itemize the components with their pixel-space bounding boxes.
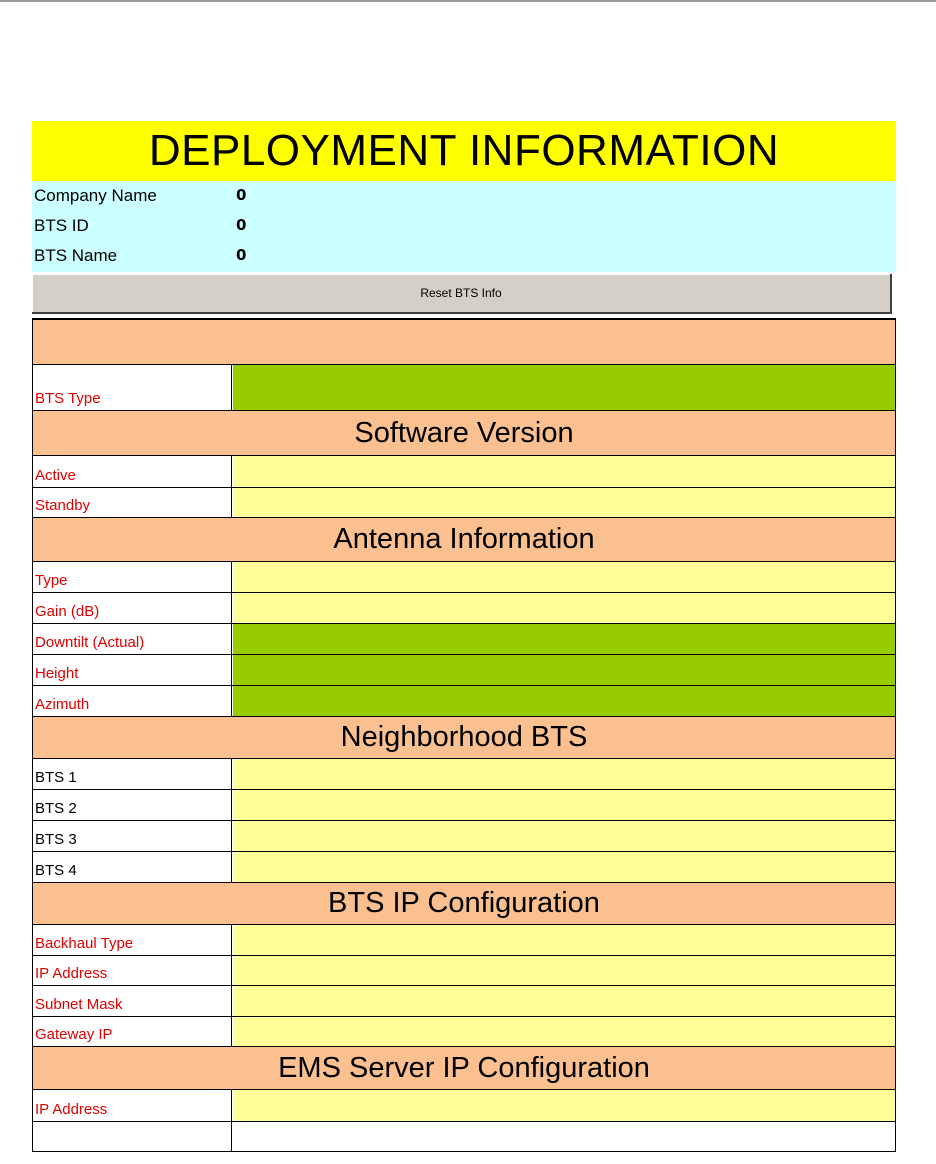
height-row xyxy=(33,655,895,686)
azimuth-input[interactable] xyxy=(233,686,895,716)
neighbor-bts-2-input[interactable] xyxy=(233,790,895,820)
subnet-mask-label: Subnet Mask xyxy=(33,986,232,1016)
software-version-heading: Software Version xyxy=(33,411,895,456)
downtilt-row xyxy=(33,624,895,655)
neighbor-bts-2-label: BTS 2 xyxy=(33,790,232,820)
ems-ip-address-input[interactable] xyxy=(233,1090,895,1121)
neighbor-bts-1-label: BTS 1 xyxy=(33,759,232,789)
gain-row xyxy=(33,593,895,624)
ems-server-ip-configuration-heading: EMS Server IP Configuration xyxy=(33,1047,895,1090)
gateway-ip-label: Gateway IP xyxy=(33,1017,232,1046)
page-title: DEPLOYMENT INFORMATION xyxy=(32,121,896,181)
bts-ip-configuration-heading: BTS IP Configuration xyxy=(33,883,895,925)
neighbor-bts-4-label: BTS 4 xyxy=(33,852,232,882)
bts-id-row xyxy=(32,211,896,241)
neighborhood-bts-heading: Neighborhood BTS xyxy=(33,717,895,759)
neighbor-bts-4-input[interactable] xyxy=(233,852,895,882)
backhaul-type-input[interactable] xyxy=(233,925,895,955)
bts-name-label: BTS Name xyxy=(34,246,118,265)
company-name-value[interactable]: 0 xyxy=(236,186,247,204)
active-label: Active xyxy=(33,456,232,487)
gain-input[interactable] xyxy=(233,593,895,623)
height-label: Height xyxy=(33,655,232,685)
reset-bts-info-button[interactable]: Reset BTS Info xyxy=(32,274,892,314)
downtilt-input[interactable] xyxy=(233,624,895,654)
backhaul-type-row xyxy=(33,925,895,956)
bts-id-value[interactable]: 0 xyxy=(236,216,247,234)
standby-label: Standby xyxy=(33,488,232,517)
azimuth-label: Azimuth xyxy=(33,686,232,716)
neighbor-bts-2-row xyxy=(33,790,895,821)
gateway-ip-row xyxy=(33,1017,895,1047)
neighbor-bts-3-row xyxy=(33,821,895,852)
standby-input[interactable] xyxy=(233,488,895,517)
company-name-row xyxy=(32,181,896,211)
antenna-information-heading: Antenna Information xyxy=(33,518,895,562)
ems-ip-address-label: IP Address xyxy=(33,1090,232,1121)
gateway-ip-input[interactable] xyxy=(233,1017,895,1046)
standby-row xyxy=(33,488,895,518)
empty-last-input[interactable] xyxy=(233,1122,895,1151)
deployment-form-table xyxy=(32,318,896,1152)
bts-type-input[interactable] xyxy=(233,365,895,410)
active-input[interactable] xyxy=(233,456,895,487)
neighbor-bts-1-row xyxy=(33,759,895,790)
neighbor-bts-1-input[interactable] xyxy=(233,759,895,789)
bts-name-value[interactable]: 0 xyxy=(236,246,247,264)
bts-type-label: BTS Type xyxy=(33,365,232,410)
bts-id-label: BTS ID xyxy=(34,216,89,235)
empty-last-row xyxy=(33,1122,895,1151)
subnet-mask-row xyxy=(33,986,895,1017)
ems-ip-address-row xyxy=(33,1090,895,1122)
subnet-mask-input[interactable] xyxy=(233,986,895,1016)
downtilt-label: Downtilt (Actual) xyxy=(33,624,232,654)
neighbor-bts-3-label: BTS 3 xyxy=(33,821,232,851)
active-row xyxy=(33,456,895,488)
antenna-type-label: Type xyxy=(33,562,232,592)
company-name-label: Company Name xyxy=(34,186,157,205)
top-rule xyxy=(0,0,936,2)
bts-ip-address-label: IP Address xyxy=(33,956,232,985)
antenna-type-input[interactable] xyxy=(233,562,895,592)
empty-last-label xyxy=(33,1122,232,1151)
backhaul-type-label: Backhaul Type xyxy=(33,925,232,955)
height-input[interactable] xyxy=(233,655,895,685)
bts-ip-address-input[interactable] xyxy=(233,956,895,985)
azimuth-row xyxy=(33,686,895,717)
neighbor-bts-4-row xyxy=(33,852,895,883)
bts-info-panel xyxy=(32,181,896,272)
bts-name-row xyxy=(32,241,896,271)
bts-ip-address-row xyxy=(33,956,895,986)
blank-header-row xyxy=(33,320,895,365)
gain-label: Gain (dB) xyxy=(33,593,232,623)
bts-type-row xyxy=(33,365,895,411)
antenna-type-row xyxy=(33,562,895,593)
neighbor-bts-3-input[interactable] xyxy=(233,821,895,851)
